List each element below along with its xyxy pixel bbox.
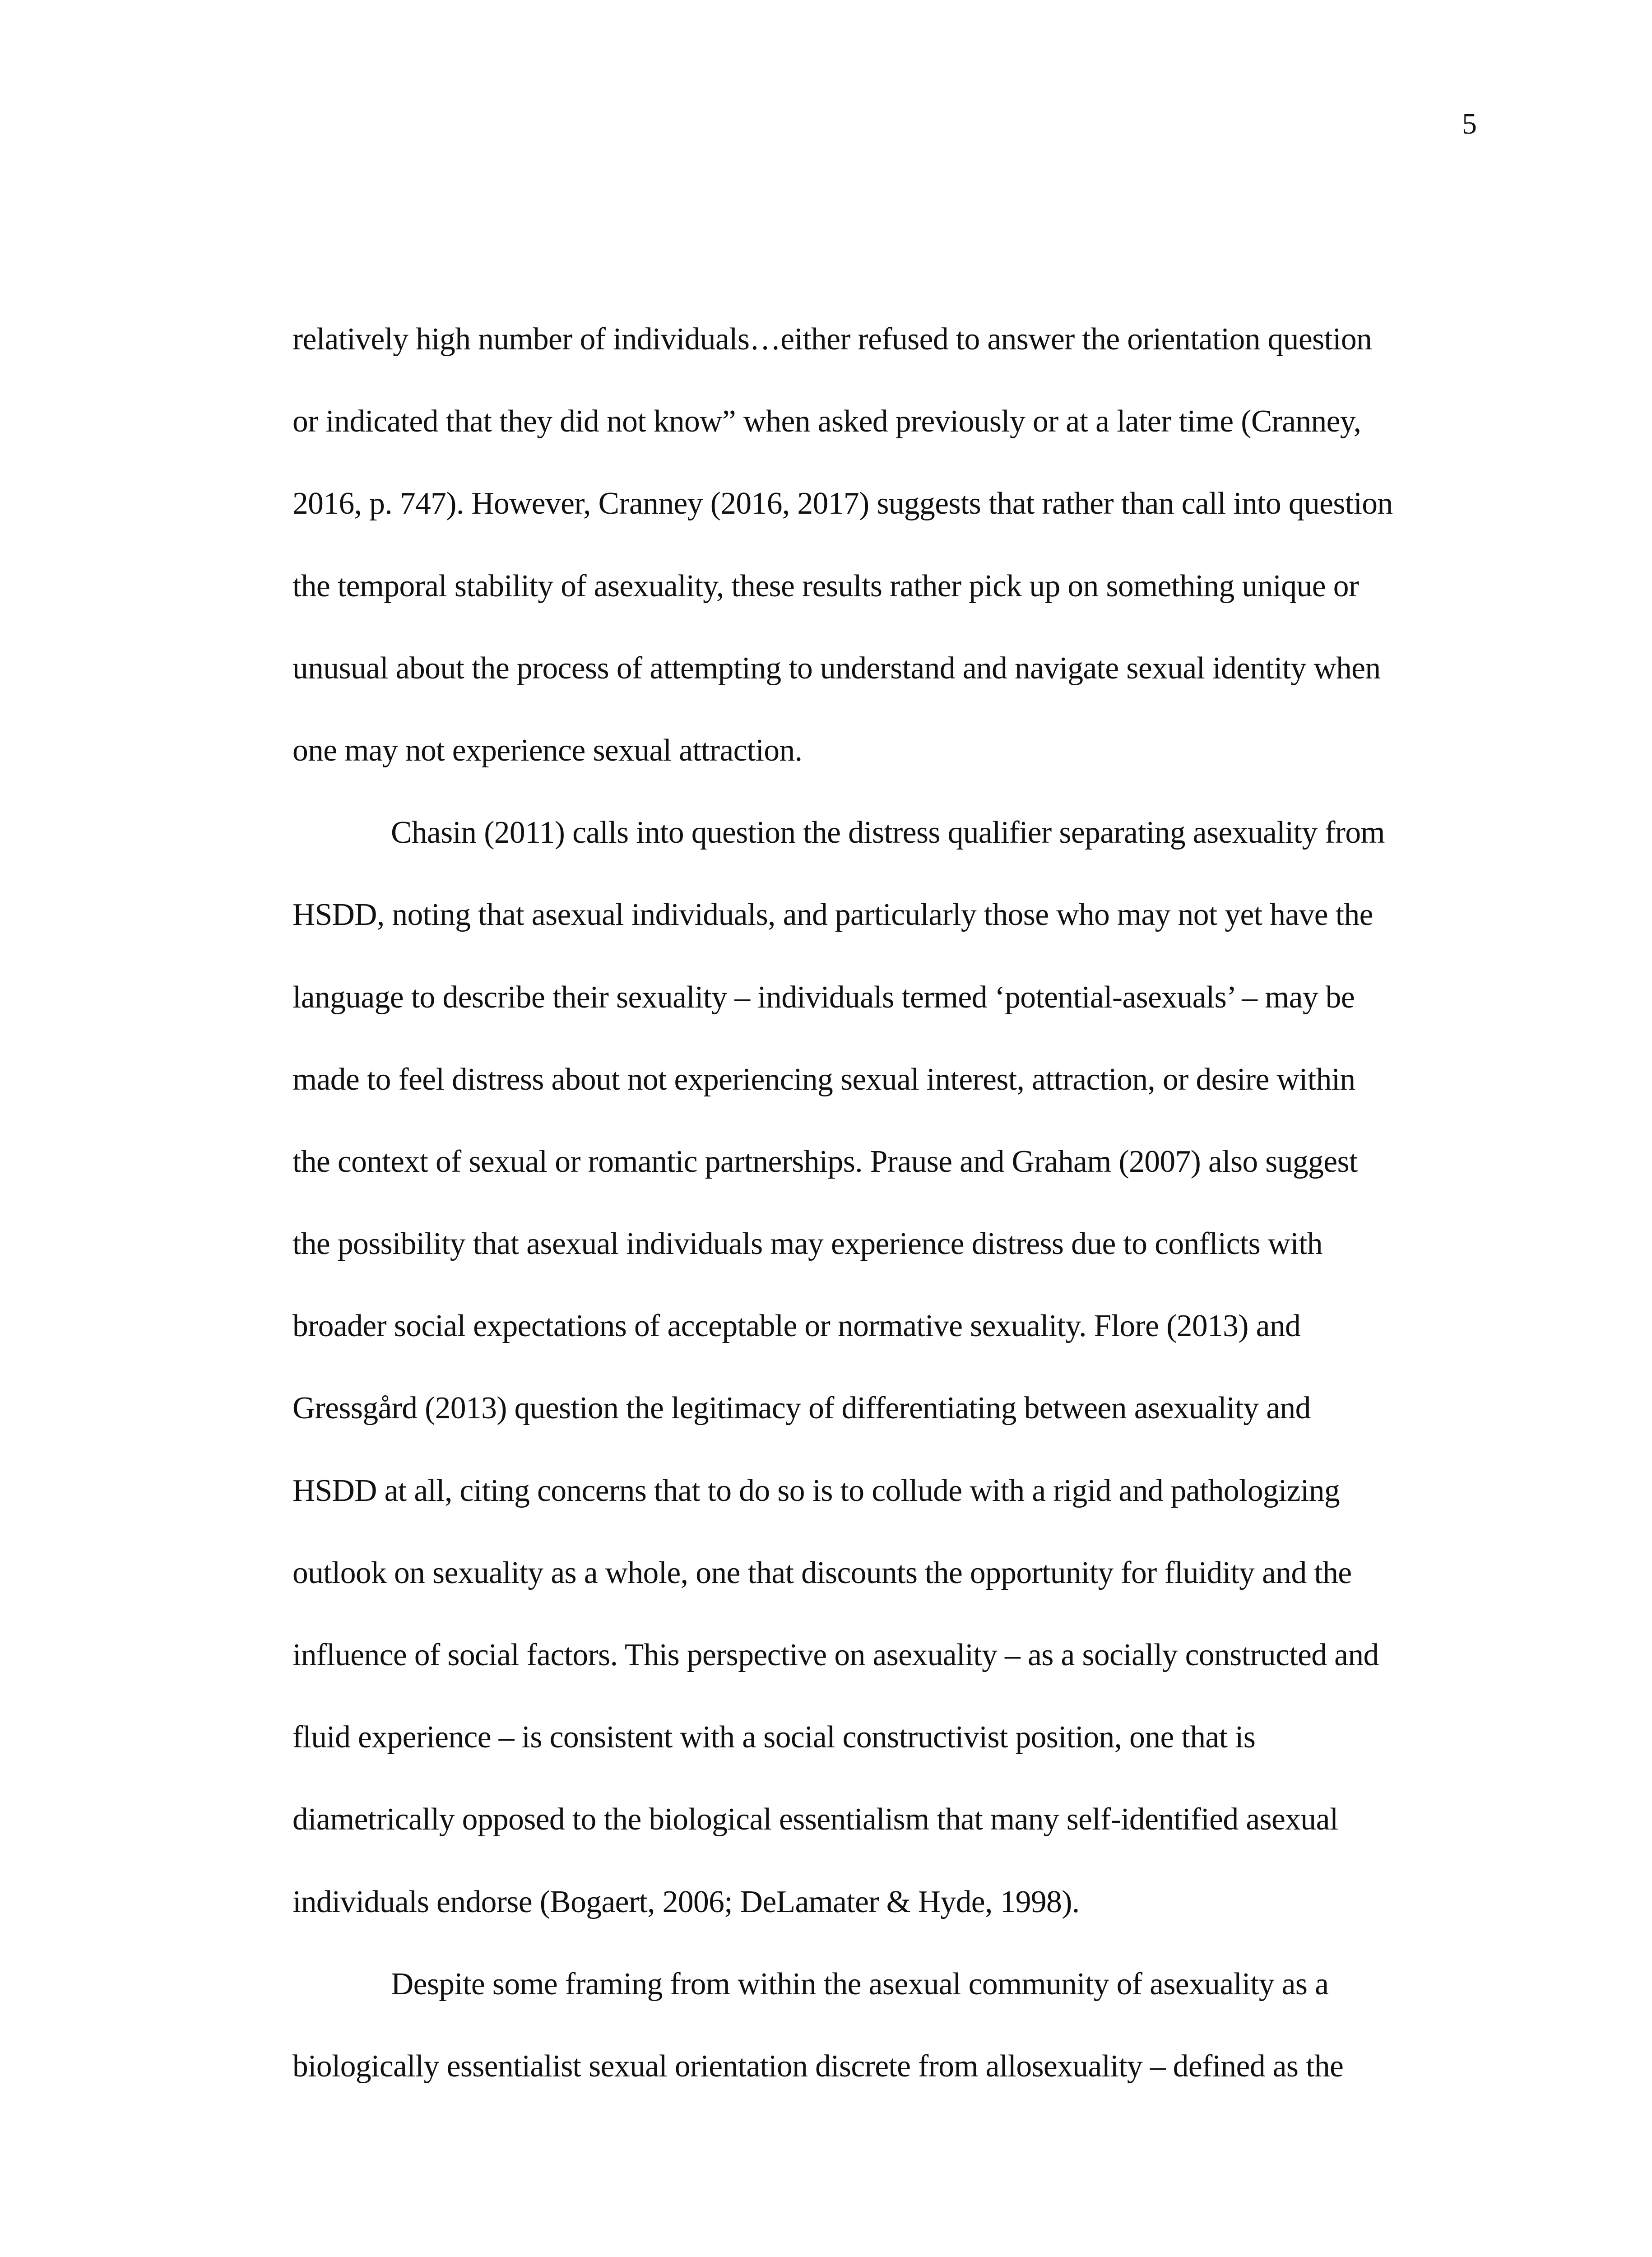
paragraph-line: HSDD at all, citing concerns that to do so is to collude with a rigid and pathologizing xyxy=(292,1473,1340,1508)
paragraph-line: influence of social factors. This perspective on asexuality – as a socially constructed and xyxy=(292,1638,1379,1672)
paragraph-line: Despite some framing from within the asexual community of asexuality as a xyxy=(391,1966,1329,2002)
paragraph-line: individuals endorse (Bogaert, 2006; DeLamater & Hyde, 1998). xyxy=(292,1884,1080,1919)
paragraph-line: Chasin (2011) calls into question the distress qualifier separating asexuality from xyxy=(391,815,1385,850)
page-number: 5 xyxy=(1462,107,1477,140)
paragraph-line: language to describe their sexuality – individuals termed ‘potential-asexuals’ – may be xyxy=(292,980,1355,1015)
paragraph-line: outlook on sexuality as a whole, one that discounts the opportunity for fluidity and the xyxy=(292,1555,1352,1590)
paragraph-line: the context of sexual or romantic partnerships. Prause and Graham (2007) also suggest xyxy=(292,1144,1358,1179)
paragraph-line: HSDD, noting that asexual individuals, and particularly those who may not yet have the xyxy=(292,897,1373,933)
paragraph-line: broader social expectations of acceptable or normative sexuality. Flore (2013) and xyxy=(292,1309,1301,1344)
paragraph-line: the possibility that asexual individuals may experience distress due to conflicts with xyxy=(292,1226,1323,1262)
paragraph-line: 2016, p. 747). However, Cranney (2016, 2017) suggests that rather than call into question xyxy=(292,486,1393,521)
paragraph-line: unusual about the process of attempting to understand and navigate sexual identity when xyxy=(292,650,1381,686)
paragraph-line: fluid experience – is consistent with a social constructivist position, one that is xyxy=(292,1720,1256,1755)
paragraph-line: made to feel distress about not experiencing sexual interest, attraction, or desire within xyxy=(292,1062,1355,1097)
paragraph-line: Gressgård (2013) question the legitimacy of differentiating between asexuality and xyxy=(292,1391,1311,1426)
paragraph-line: the temporal stability of asexuality, these results rather pick up on something unique or xyxy=(292,568,1359,604)
paragraph-line: or indicated that they did not know” when asked previously or at a later time (Cranney, xyxy=(292,404,1361,439)
paragraph-line: one may not experience sexual attraction. xyxy=(292,733,803,768)
paragraph-line: relatively high number of individuals…either refused to answer the orientation question xyxy=(292,322,1372,357)
paragraph-line: diametrically opposed to the biological essentialism that many self-identified asexual xyxy=(292,1802,1338,1837)
body-text xyxy=(292,317,1457,2126)
paragraph-line: biologically essentialist sexual orientation discrete from allosexuality – defined as the xyxy=(292,2048,1344,2084)
